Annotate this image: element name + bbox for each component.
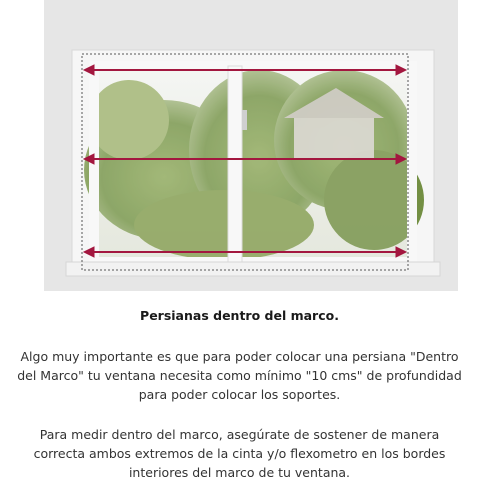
paragraph-depth: Algo muy importante es que para poder colocar una persiana "Dentro del Marco" tu ventana necesita como mínimo "10 cms" de profundidad para poder colocar los soportes. bbox=[17, 349, 462, 402]
center-mullion bbox=[228, 66, 242, 262]
caption: Persianas dentro del marco. bbox=[140, 308, 339, 323]
window-sill bbox=[66, 262, 440, 276]
window-photo bbox=[44, 0, 458, 291]
paragraph-measure: Para medir dentro del marco, asegúrate de sostener de manera correcta ambos extremos de la cinta y/o flexometro en los bordes interiores del marco de tu ventana. bbox=[33, 427, 446, 480]
window-illustration bbox=[44, 0, 458, 291]
